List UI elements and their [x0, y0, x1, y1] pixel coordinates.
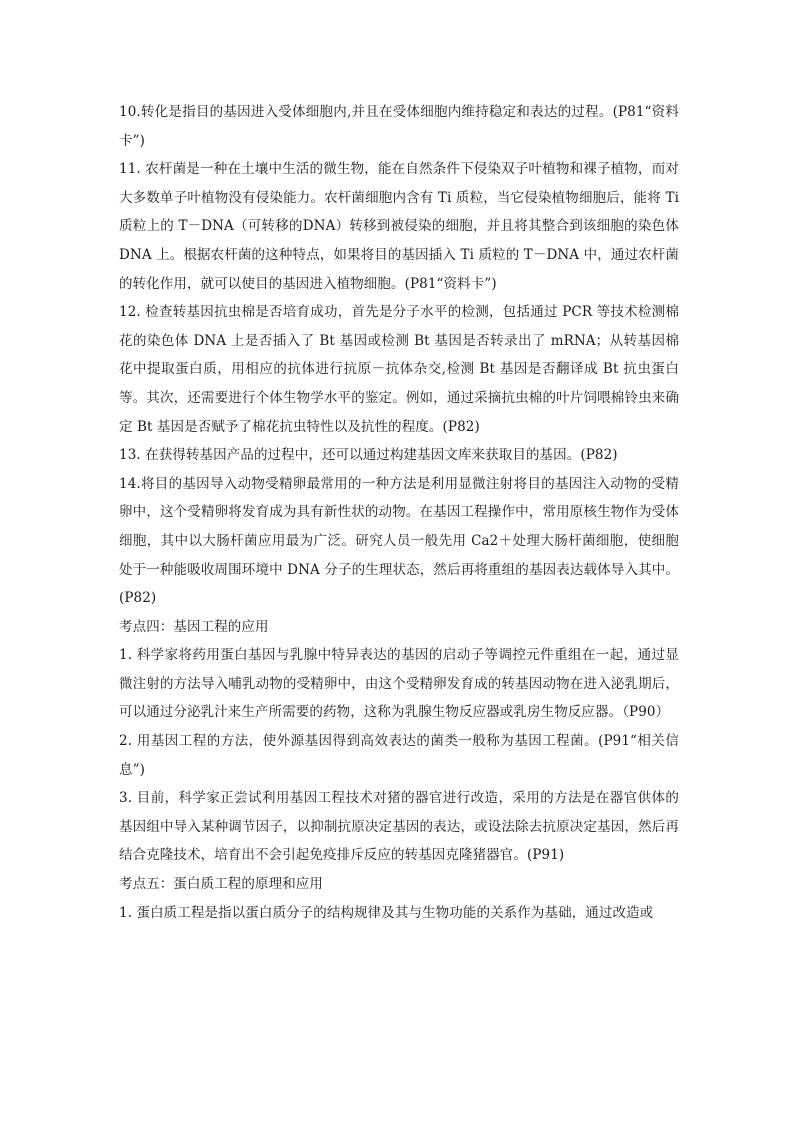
paragraph-11-agrobacterium: 11. 农杆菌是一种在土壤中生活的微生物，能在自然条件下侵染双子叶植物和裸子植物，而对大多数单子叶植物没有侵染能力。农杆菌细胞内含有 Ti 质粒，当它侵染植物细胞后，能将 Ti 质粒上的 T－DNA（可转移的DNA）转移到被侵染的细胞，并且将其整合到该细胞的染色体 DNA 上。根据农杆菌的这种特点，如果将目的基因插入 Ti 质粒的 T－DNA 中，通过农杆菌的转化作用，就可以使目的基因进入植物细胞。(P81“资料卡”)	[119, 161, 679, 292]
paragraph-1-mammary-bioreactor: 1. 科学家将药用蛋白基因与乳腺中特异表达的基因的启动子等调控元件重组在一起，通过显微注射的方法导入哺乳动物的受精卵中，由这个受精卵发育成的转基因动物在进入泌乳期后，可以通过分泌乳汁来生产所需要的药物，这称为乳腺生物反应器或乳房生物反应器。（P90）	[119, 647, 679, 721]
paragraph-1-protein-engineering: 1. 蛋白质工程是指以蛋白质分子的结构规律及其与生物功能的关系作为基础，通过改造或	[119, 904, 654, 921]
section-heading-protein-engineering: 考点五：蛋白质工程的原理和应用	[119, 876, 323, 893]
paragraph-14-microinjection: 14.将目的基因导入动物受精卵最常用的一种方法是利用显微注射将目的基因注入动物的受精卵中，这个受精卵将发育成为具有新性状的动物。在基因工程操作中，常用原核生物作为受体细胞，其中以大肠杆菌应用最为广泛。研究人员一般先用 Ca2＋处理大肠杆菌细胞，使细胞处于一种能吸收周围环境中 DNA 分子的生理状态，然后再将重组的基因表达载体导入其中。(P82)	[119, 475, 679, 607]
paragraph-13-gene-library: 13. 在获得转基因产品的过程中，还可以通过构建基因文库来获取目的基因。(P82)	[119, 447, 618, 464]
paragraph-12-bt-cotton-detection: 12. 检查转基因抗虫棉是否培育成功，首先是分子水平的检测，包括通过 PCR 等技术检测棉花的染色体 DNA 上是否插入了 Bt 基因或检测 Bt 基因是否转录出了 mRNA；从转基因棉花中提取蛋白质，用相应的抗体进行抗原－抗体杂交,检测 Bt 基因是否翻译成 Bt 抗虫蛋白等。其次，还需要进行个体生物学水平的鉴定。例如，通过采摘抗虫棉的叶片饲喂棉铃虫来确定 Bt 基因是否赋予了棉花抗虫特性以及抗性的程度。(P82)	[119, 304, 679, 435]
paragraph-2-engineered-bacteria: 2. 用基因工程的方法，使外源基因得到高效表达的菌类一般称为基因工程菌。(P91“相关信息”)	[119, 733, 679, 778]
section-heading-applications: 考点四：基因工程的应用	[119, 618, 269, 635]
paragraph-10-transformation: 10.转化是指目的基因进入受体细胞内,并且在受体细胞内维持稳定和表达的过程。(P81“资料卡”)	[119, 104, 679, 149]
document-body	[119, 98, 679, 927]
paragraph-3-pig-organs: 3. 目前，科学家正尝试利用基因工程技术对猪的器官进行改造，采用的方法是在器官供体的基因组中导入某种调节因子，以抑制抗原决定基因的表达，或设法除去抗原决定基因，然后再结合克隆技术，培育出不会引起免疫排斥反应的转基因克隆猪器官。(P91)	[119, 790, 679, 864]
